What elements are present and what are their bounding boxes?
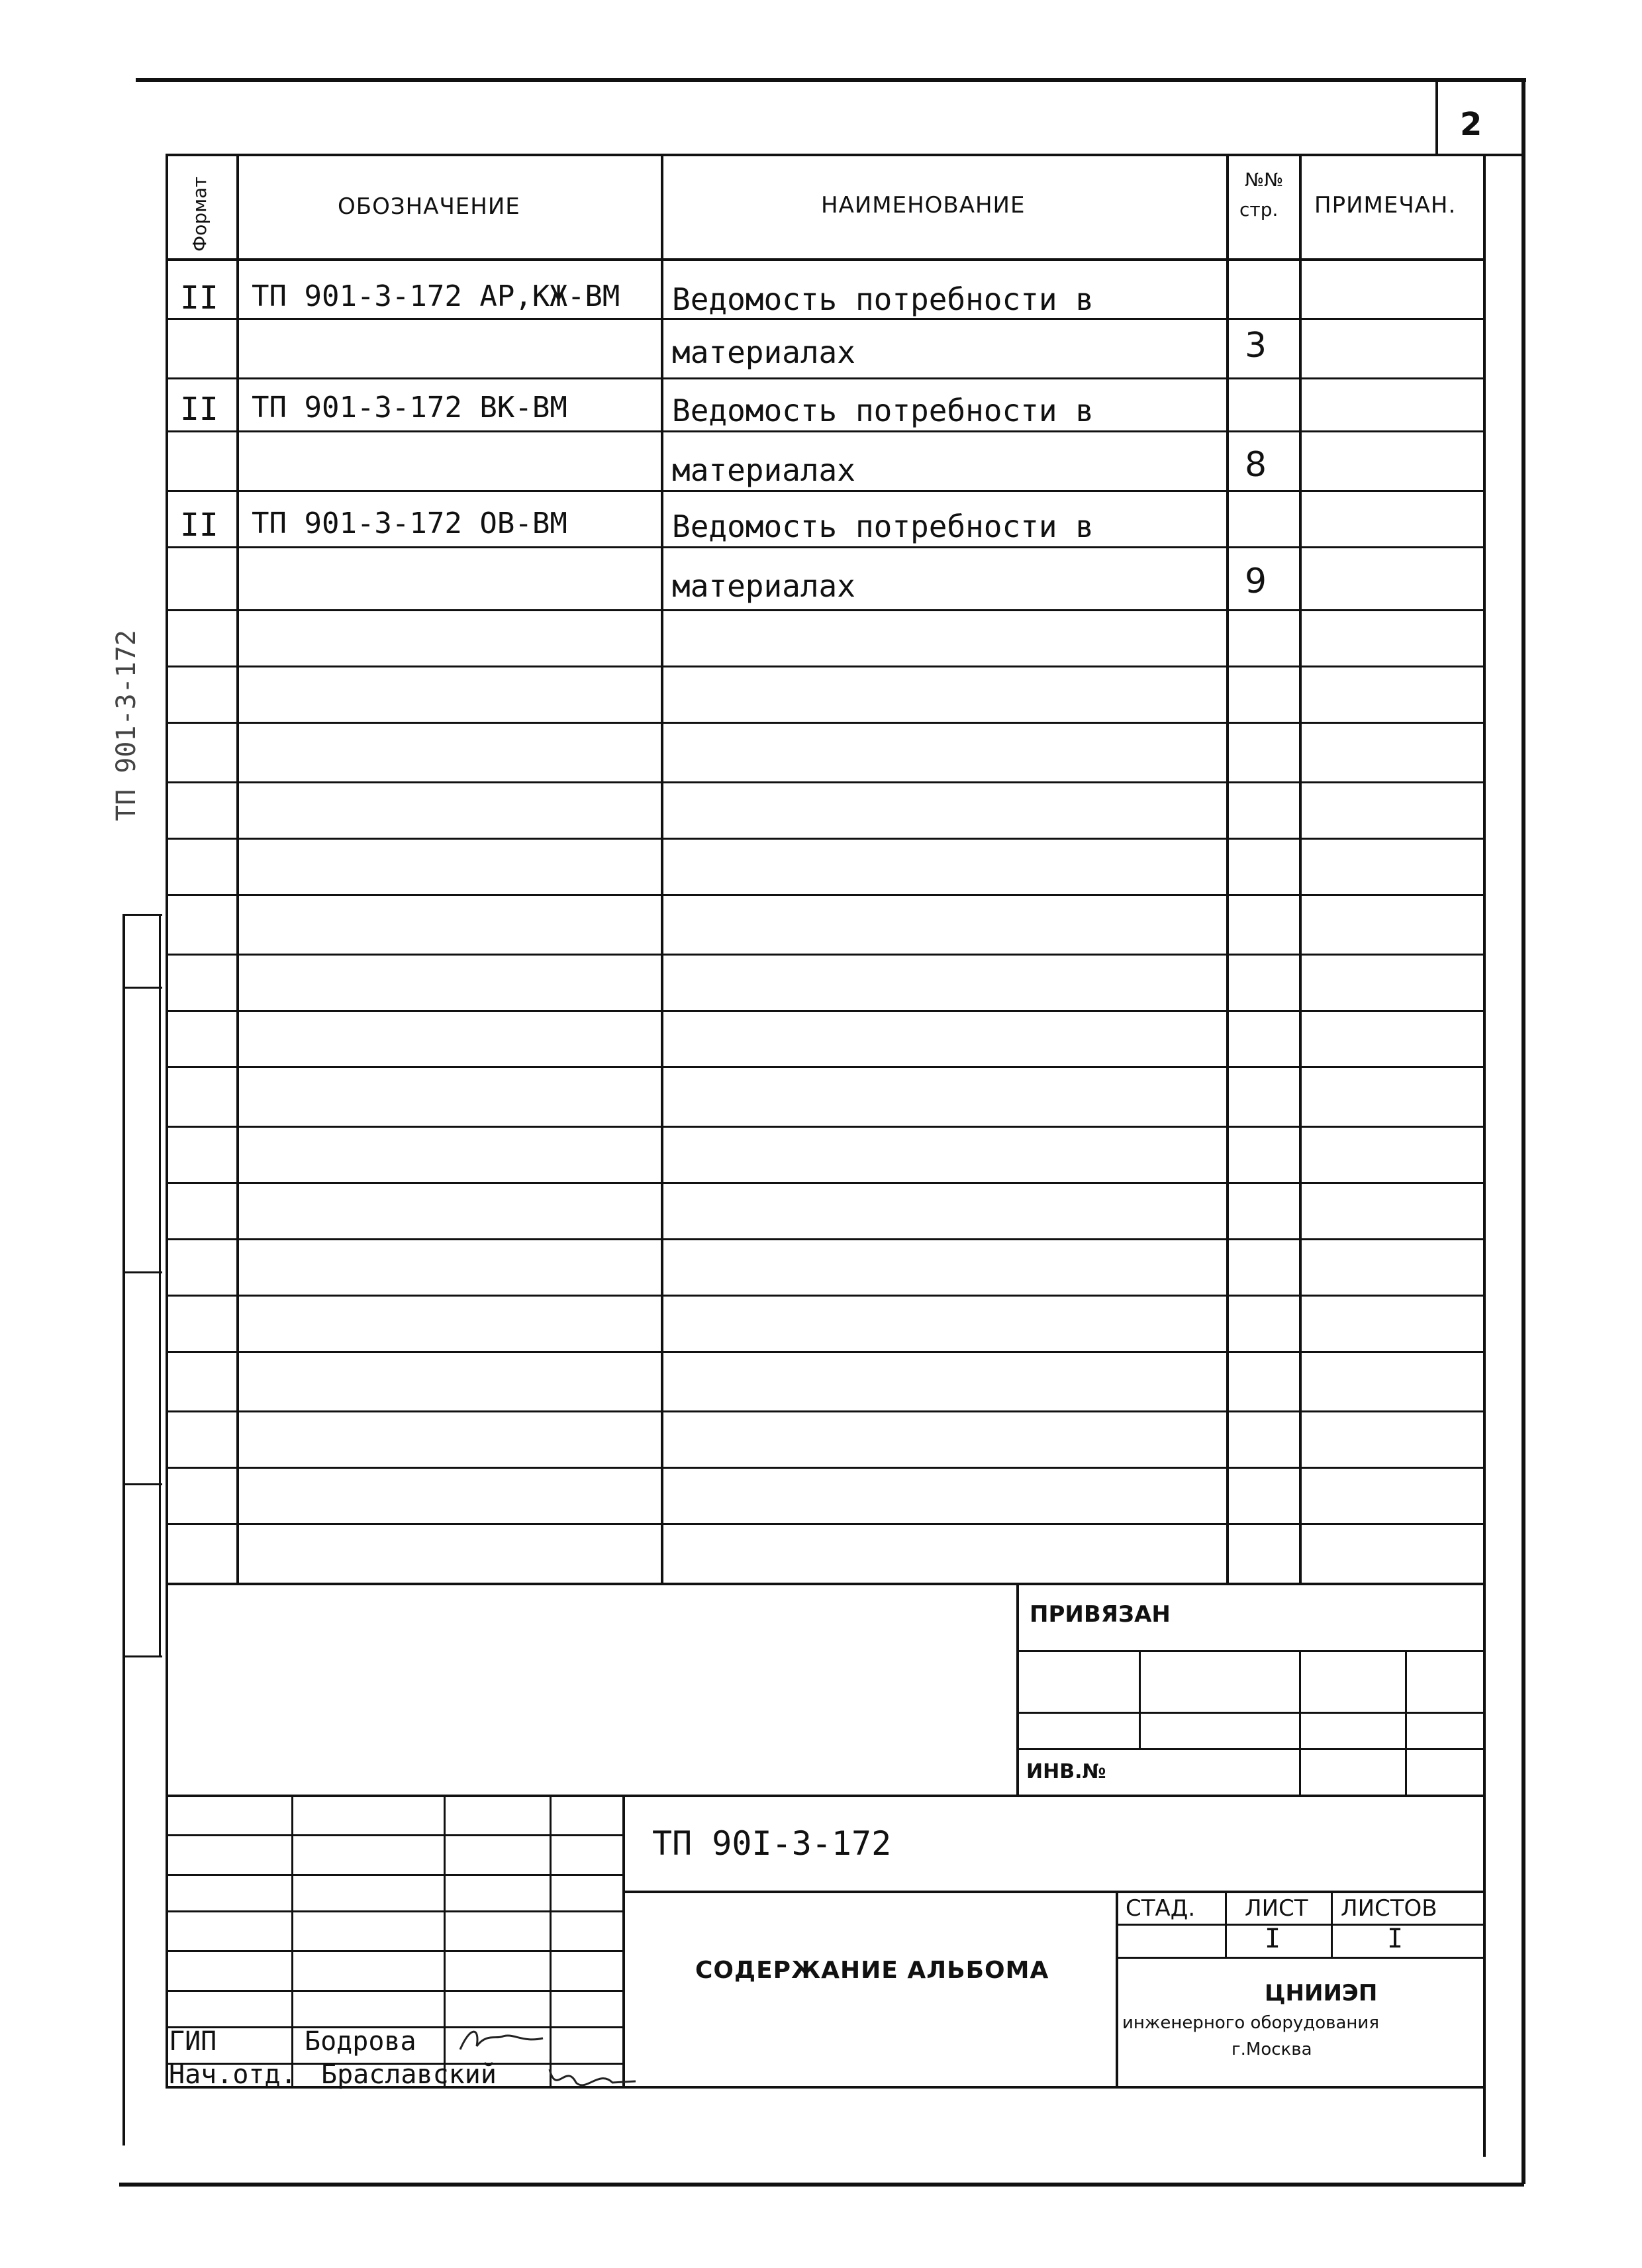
row-1-format: II — [180, 279, 218, 317]
row-line — [166, 1351, 1483, 1353]
header-name: НАИМЕНОВАНИЕ — [821, 192, 1026, 219]
org-name: ЦНИИЭП — [1265, 1980, 1378, 2006]
table-right — [1483, 154, 1486, 2157]
linked-col-3 — [1405, 1650, 1407, 1796]
linked-line-2 — [1016, 1712, 1483, 1714]
org-city: г.Москва — [1232, 2040, 1312, 2059]
signer2-role: Нач.отд. — [169, 2059, 297, 2090]
row-1-name: Ведомость потребности в — [672, 281, 1094, 317]
table-bottom — [166, 1583, 1483, 1585]
stamp-top — [166, 1795, 1483, 1797]
row-line — [166, 318, 1483, 320]
col-divider-format — [236, 154, 239, 1584]
side-document-fragment: ТП 901-3-172 — [111, 630, 142, 821]
sig-row — [166, 1950, 622, 1952]
sig-col-1 — [291, 1795, 293, 2086]
linked-col-2 — [1299, 1650, 1301, 1796]
row-line — [166, 1066, 1483, 1068]
doc-code-divider — [622, 1891, 1483, 1893]
row-2-name: материалах — [672, 334, 855, 370]
row-5-name: Ведомость потребности в — [672, 509, 1094, 544]
stage-label: СТАД. — [1126, 1895, 1196, 1922]
row-line — [166, 1126, 1483, 1128]
sig-col-2 — [444, 1795, 446, 2086]
row-line — [166, 954, 1483, 956]
album-title: СОДЕРЖАНИЕ АЛЬБОМА — [695, 1957, 1049, 1984]
stage-col-2 — [1331, 1891, 1333, 1957]
row-line — [166, 609, 1483, 611]
row-3-designation: ТП 901-3-172 ВК-ВМ — [252, 391, 567, 424]
row-line — [166, 838, 1483, 840]
row-4-page: 8 — [1245, 445, 1267, 485]
frame-bottom — [119, 2183, 1524, 2187]
sig-row — [166, 1910, 622, 1912]
row-3-name: Ведомость потребности в — [672, 393, 1094, 428]
row-6-page: 9 — [1245, 562, 1267, 601]
sheet-label: ЛИСТ — [1245, 1895, 1308, 1922]
linked-col-1 — [1139, 1650, 1141, 1748]
linked-line-3 — [1016, 1748, 1483, 1750]
sheet-value: I — [1265, 1924, 1281, 1954]
signer2-signature — [546, 2056, 639, 2102]
margin-tick — [122, 987, 162, 989]
header-page-line2: стр. — [1239, 199, 1279, 221]
signer1-signature — [457, 2020, 550, 2059]
row-line — [166, 1238, 1483, 1240]
stage-values-bottom — [1116, 1957, 1483, 1959]
row-line — [166, 1467, 1483, 1469]
row-line — [166, 1523, 1483, 1525]
row-line — [166, 1295, 1483, 1297]
stage-block-left — [1116, 1891, 1118, 2086]
margin-tick — [122, 1271, 162, 1273]
org-subtitle: инженерного оборудования — [1122, 2013, 1379, 2033]
frame-right — [1521, 78, 1525, 2184]
sig-row — [166, 1834, 622, 1836]
row-line — [166, 1010, 1483, 1012]
sig-row — [166, 1874, 622, 1876]
row-1-designation: ТП 901-3-172 АР,КЖ-ВМ — [252, 279, 620, 313]
row-line — [166, 1410, 1483, 1412]
row-line — [166, 490, 1483, 492]
inv-label: ИНВ.№ — [1026, 1760, 1106, 1783]
frame-top — [136, 78, 1526, 82]
row-4-name: материалах — [672, 452, 855, 488]
row-5-format: II — [180, 507, 218, 544]
row-line — [166, 894, 1483, 896]
header-page-line1: №№ — [1245, 169, 1284, 191]
row-6-name: материалах — [672, 568, 855, 604]
header-bottom — [166, 258, 1483, 261]
margin-binding-line — [122, 914, 125, 2145]
row-line — [166, 1182, 1483, 1184]
linked-line-1 — [1016, 1650, 1483, 1652]
row-3-format: II — [180, 391, 218, 428]
header-format: Формат — [189, 176, 211, 252]
header-designation: ОБОЗНАЧЕНИЕ — [338, 193, 520, 220]
linked-label: ПРИВЯЗАН — [1030, 1601, 1171, 1628]
sig-col-4 — [622, 1795, 625, 2086]
row-line — [166, 377, 1483, 379]
document-code: ТП 90I-3-172 — [652, 1824, 892, 1863]
signer2-name: Браславский — [321, 2059, 497, 2090]
sheets-label: ЛИСТОВ — [1341, 1895, 1437, 1922]
signer1-role: ГИП — [169, 2026, 217, 2057]
margin-tick — [122, 1483, 162, 1485]
row-line — [166, 781, 1483, 783]
sig-col-3 — [550, 1795, 552, 2086]
sheet-number-box-left — [1435, 79, 1438, 154]
margin-tick — [122, 1655, 162, 1657]
stage-header-bottom — [1116, 1924, 1483, 1926]
col-divider-page — [1299, 154, 1302, 1584]
sheet-number: 2 — [1460, 106, 1482, 143]
sig-row — [166, 1990, 622, 1992]
margin-binding-line-inner — [159, 914, 161, 1655]
header-note: ПРИМЕЧАН. — [1314, 192, 1457, 219]
col-divider-designation — [661, 154, 663, 1584]
sheets-value: I — [1387, 1924, 1404, 1954]
signer1-name: Бодрова — [305, 2026, 416, 2057]
row-2-page: 3 — [1245, 326, 1267, 366]
stage-col-1 — [1225, 1891, 1227, 1957]
row-line — [166, 722, 1483, 724]
linked-block-left — [1016, 1583, 1019, 1796]
row-line — [166, 430, 1483, 432]
table-left — [166, 154, 168, 1584]
col-divider-name — [1226, 154, 1229, 1584]
row-line — [166, 546, 1483, 548]
row-5-designation: ТП 901-3-172 ОВ-ВМ — [252, 507, 567, 540]
table-top — [166, 154, 1523, 156]
row-line — [166, 666, 1483, 667]
margin-tick — [122, 914, 162, 916]
